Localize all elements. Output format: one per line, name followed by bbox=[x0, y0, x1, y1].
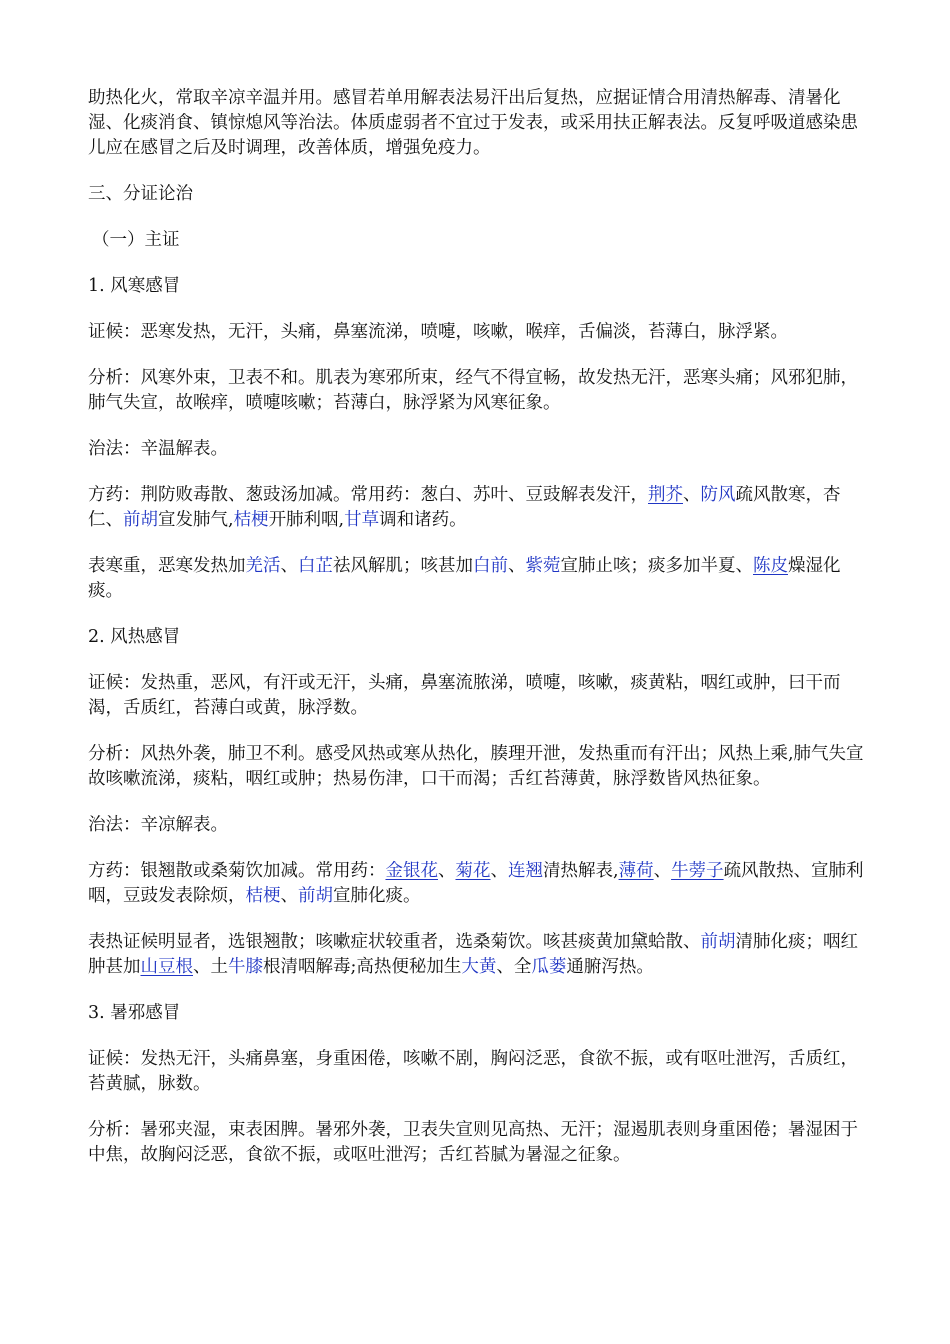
herb-link[interactable]: 紫菀 bbox=[525, 556, 561, 576]
paragraph-gap bbox=[88, 604, 866, 625]
herb-link[interactable]: 前胡 bbox=[298, 886, 333, 906]
text-run: 证候：发热无汗，头痛鼻塞，身重困倦，咳嗽不剧，胸闷泛恶，食欲不振，或有呕吐泄泻，舌质红，苔黄腻，脉数。 bbox=[88, 1049, 858, 1094]
text-run: 1. 风寒感冒 bbox=[88, 276, 181, 296]
paragraph-gap bbox=[88, 161, 866, 182]
text-run: 方药：银翘散或桑菊饮加减。常用药： bbox=[88, 861, 386, 881]
text-run: 3. 暑邪感冒 bbox=[88, 1003, 181, 1023]
text-run: 治法：辛凉解表。 bbox=[88, 815, 228, 835]
paragraph-gap bbox=[88, 253, 866, 274]
paragraph bbox=[88, 554, 866, 604]
text-run: 疏风散热、宣肺利咽，豆豉发表除烦， bbox=[88, 861, 864, 906]
paragraph-gap bbox=[88, 1026, 866, 1047]
herb-link[interactable]: 瓜蒌 bbox=[531, 957, 567, 977]
text-run: 调和诸药。 bbox=[379, 510, 467, 530]
paragraph-gap bbox=[88, 721, 866, 742]
paragraph-gap bbox=[88, 207, 866, 228]
herb-link[interactable]: 金银花 bbox=[385, 861, 438, 881]
text-run: 2. 风热感冒 bbox=[88, 627, 181, 647]
section-heading bbox=[88, 1001, 866, 1026]
herb-link[interactable]: 大黄 bbox=[461, 957, 497, 977]
document-page bbox=[88, 86, 866, 1168]
paragraph-gap bbox=[88, 533, 866, 554]
herb-link[interactable]: 桔梗 bbox=[245, 886, 281, 906]
herb-link[interactable]: 牛膝 bbox=[228, 957, 263, 977]
text-run: 、土 bbox=[193, 957, 228, 977]
text-run: 方药：荆防败毒散、葱豉汤加减。常用药：葱白、苏叶、豆豉解表发汗， bbox=[88, 485, 648, 505]
paragraph bbox=[88, 930, 866, 980]
herb-link[interactable]: 甘草 bbox=[344, 510, 380, 530]
paragraph-gap bbox=[88, 462, 866, 483]
text-run: 证候：恶寒发热，无汗，头痛，鼻塞流涕，喷嚏，咳嗽，喉痒，舌偏淡，苔薄白，脉浮紧。 bbox=[88, 322, 788, 342]
text-run: 、 bbox=[438, 861, 456, 881]
text-run: 助热化火，常取辛凉辛温并用。感冒若单用解表法易汗出后复热，应据证情合用清热解毒、清暑化湿、化痰消食、镇惊熄风等治法。体质虚弱者不宜过于发表，或采用扶正解表法。反复呼吸道感染患儿应在感冒之后及时调理，改善体质，增强免疫力。 bbox=[88, 88, 858, 158]
text-run: 宣肺止咳；痰多加半夏、 bbox=[560, 556, 753, 576]
text-run: 、 bbox=[653, 861, 672, 881]
text-run: 、 bbox=[683, 485, 701, 505]
paragraph bbox=[88, 813, 866, 838]
text-run: 分析：风热外袭，肺卫不利。感受风热或寒从热化，腠理开泄，发热重而有汗出；风热上乘,肺气失宣故咳嗽流涕，痰粘，咽红或肿；热易伤津，口干而渴；舌红苔薄黄，脉浮数皆风热征象。 bbox=[88, 744, 864, 789]
herb-link[interactable]: 桔梗 bbox=[233, 510, 269, 530]
paragraph bbox=[88, 437, 866, 462]
section-heading bbox=[88, 182, 866, 207]
text-run: 通腑泻热。 bbox=[566, 957, 654, 977]
text-run: 宣肺化痰。 bbox=[333, 886, 421, 906]
paragraph bbox=[88, 742, 866, 792]
herb-link[interactable]: 山豆根 bbox=[140, 957, 193, 977]
section-heading bbox=[88, 274, 866, 299]
text-run: 表热证候明显者，选银翘散；咳嗽症状较重者，选桑菊饮。咳甚痰黄加黛蛤散、 bbox=[88, 932, 701, 952]
text-run: 、 bbox=[280, 556, 298, 576]
paragraph bbox=[88, 671, 866, 721]
paragraph-gap bbox=[88, 650, 866, 671]
paragraph bbox=[88, 1047, 866, 1097]
herb-link[interactable]: 白前 bbox=[473, 556, 508, 576]
text-run: 、全 bbox=[496, 957, 532, 977]
paragraph bbox=[88, 483, 866, 533]
text-run: 清热解表, bbox=[543, 861, 619, 881]
text-run: 、 bbox=[508, 556, 526, 576]
text-run: 疏风散寒，杏仁、 bbox=[88, 485, 841, 530]
text-run: 治法：辛温解表。 bbox=[88, 439, 228, 459]
herb-link[interactable]: 薄荷 bbox=[618, 861, 654, 881]
text-run: 开肺利咽, bbox=[268, 510, 345, 530]
herb-link[interactable]: 菊花 bbox=[455, 861, 491, 881]
paragraph-gap bbox=[88, 838, 866, 859]
paragraph-gap bbox=[88, 345, 866, 366]
section-heading bbox=[88, 228, 866, 253]
herb-link[interactable]: 白芷 bbox=[298, 556, 333, 576]
text-run: 清肺化痰；咽红肿甚加 bbox=[88, 932, 858, 977]
text-run: 、 bbox=[490, 861, 508, 881]
paragraph-gap bbox=[88, 909, 866, 930]
herb-link[interactable]: 前胡 bbox=[123, 510, 158, 530]
text-run: 表寒重，恶寒发热加 bbox=[88, 556, 246, 576]
paragraph bbox=[88, 366, 866, 416]
paragraph bbox=[88, 859, 866, 909]
herb-link[interactable]: 羌活 bbox=[245, 556, 281, 576]
text-run: 分析：暑邪夹湿，束表困脾。暑邪外袭，卫表失宣则见高热、无汗；湿遏肌表则身重困倦；暑湿困于中焦，故胸闷泛恶，食欲不振，或呕吐泄泻；舌红苔腻为暑湿之征象。 bbox=[88, 1120, 858, 1165]
text-run: 证候：发热重，恶风，有汗或无汗，头痛，鼻塞流脓涕，喷嚏，咳嗽，痰黄粘，咽红或肿，曰干而渴，舌质红，苔薄白或黄，脉浮数。 bbox=[88, 673, 841, 718]
text-run: 根清咽解毒;高热便秘加生 bbox=[263, 957, 462, 977]
text-run: 祛风解肌；咳甚加 bbox=[333, 556, 473, 576]
text-run: 分析：风寒外束，卫表不和。肌表为寒邪所束，经气不得宣畅，故发热无汗，恶寒头痛；风邪犯肺，肺气失宣，故喉痒，喷嚏咳嗽；苔薄白，脉浮紧为风寒征象。 bbox=[88, 368, 858, 413]
herb-link[interactable]: 前胡 bbox=[700, 932, 736, 952]
herb-link[interactable]: 防风 bbox=[700, 485, 736, 505]
herb-link[interactable]: 荆芥 bbox=[648, 485, 683, 505]
herb-link[interactable]: 陈皮 bbox=[753, 556, 788, 576]
text-run: （一）主证 bbox=[92, 230, 180, 250]
text-run: 燥湿化痰。 bbox=[88, 556, 841, 601]
herb-link[interactable]: 牛蒡子 bbox=[671, 861, 724, 881]
text-run: 宣发肺气, bbox=[158, 510, 234, 530]
paragraph bbox=[88, 1118, 866, 1168]
paragraph-gap bbox=[88, 1097, 866, 1118]
paragraph-gap bbox=[88, 792, 866, 813]
text-run: 、 bbox=[280, 886, 298, 906]
paragraph bbox=[88, 320, 866, 345]
section-heading bbox=[88, 625, 866, 650]
paragraph-gap bbox=[88, 299, 866, 320]
herb-link[interactable]: 连翘 bbox=[508, 861, 543, 881]
paragraph bbox=[88, 86, 866, 161]
text-run: 三、分证论治 bbox=[88, 184, 193, 204]
paragraph-gap bbox=[88, 416, 866, 437]
paragraph-gap bbox=[88, 980, 866, 1001]
